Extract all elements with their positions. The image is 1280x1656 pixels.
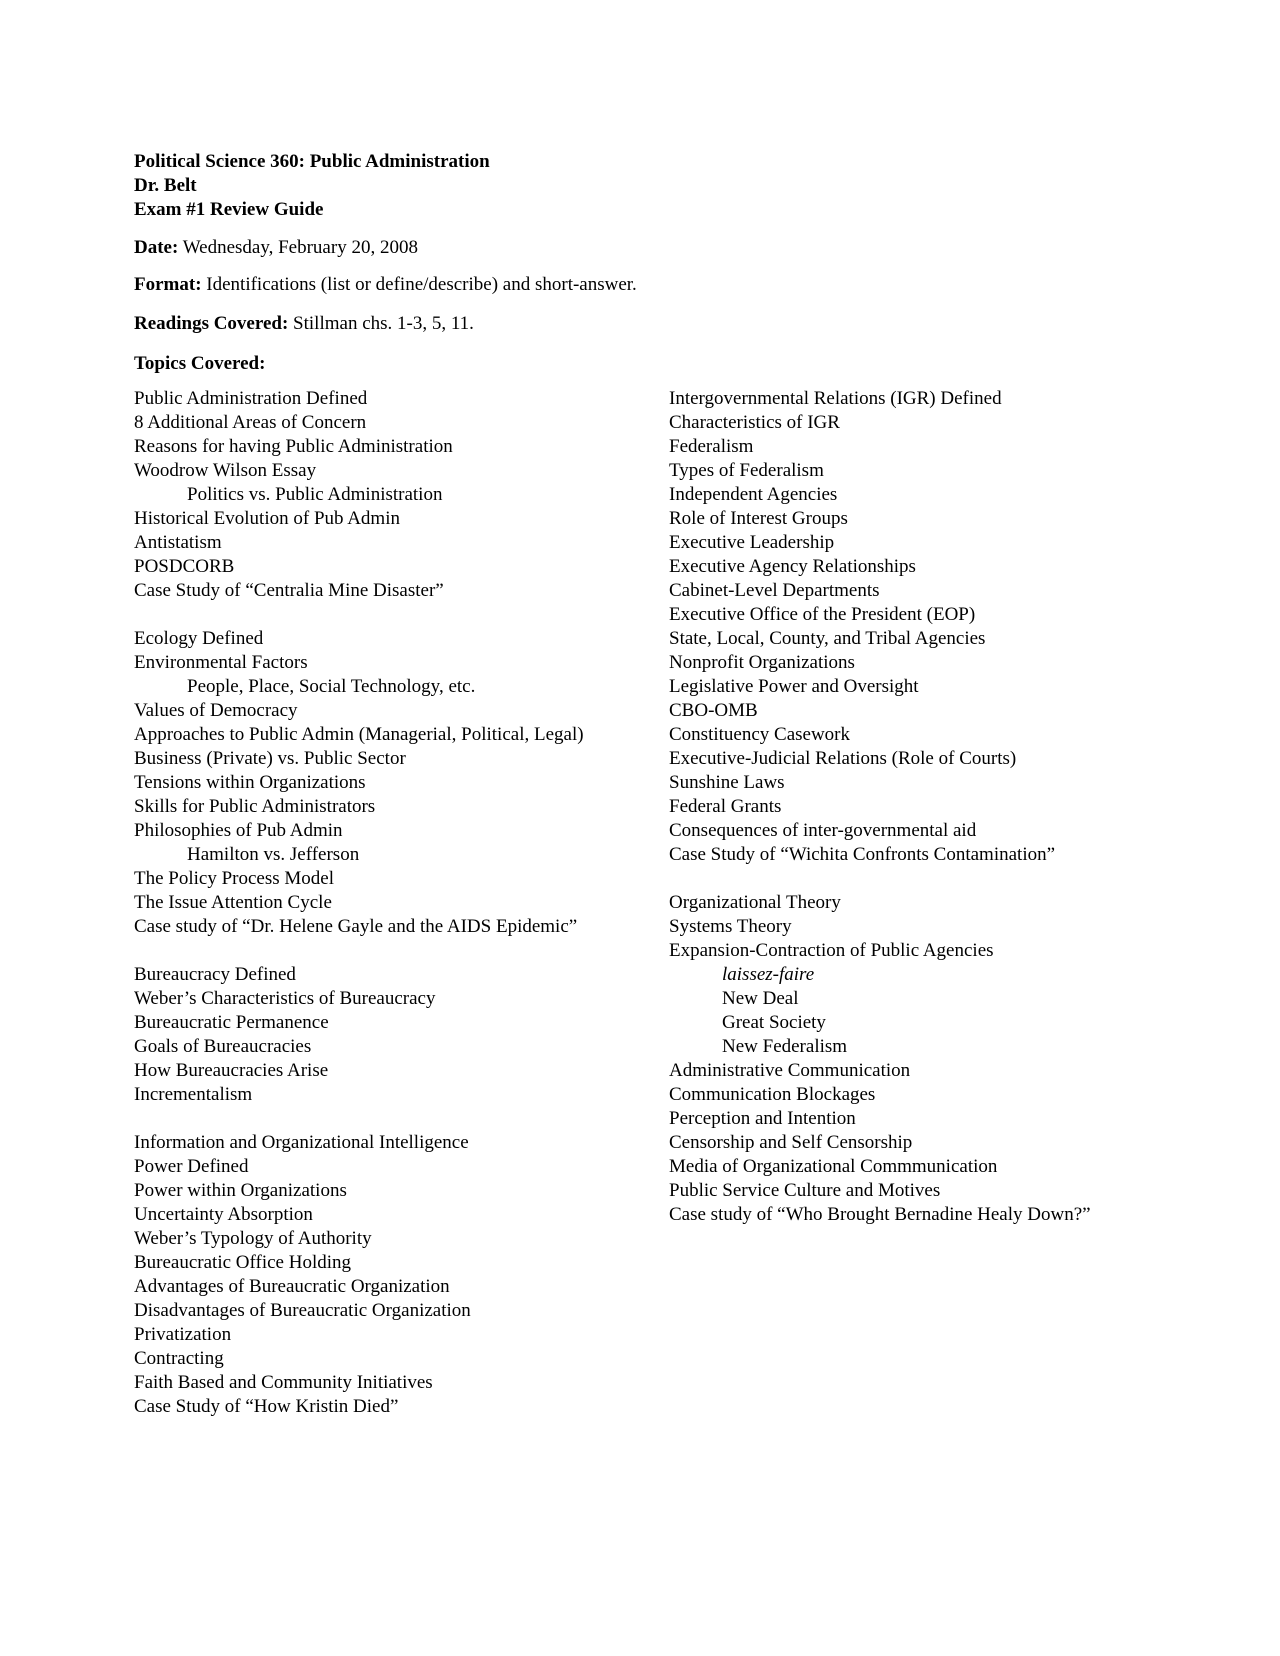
topic-item: Power Defined	[134, 1156, 249, 1177]
topic-item: Bureaucratic Office Holding	[134, 1252, 352, 1273]
topic-item: Approaches to Public Admin (Managerial, Political, Legal)	[134, 724, 584, 745]
topic-item: POSDCORB	[134, 556, 235, 577]
topic-item: Goals of Bureaucracies	[134, 1036, 312, 1057]
topic-item: Executive Office of the President (EOP)	[669, 604, 976, 625]
topic-item: Bureaucracy Defined	[134, 964, 296, 985]
topic-item: The Issue Attention Cycle	[134, 892, 332, 913]
topic-item: CBO-OMB	[669, 700, 758, 721]
topic-item: Historical Evolution of Pub Admin	[134, 508, 400, 529]
topic-item: Consequences of inter-governmental aid	[669, 820, 977, 841]
topic-item: State, Local, County, and Tribal Agencies	[669, 628, 986, 649]
subtopic-item: Great Society	[722, 1012, 826, 1033]
topic-item: Communication Blockages	[669, 1084, 876, 1105]
topic-item: Woodrow Wilson Essay	[134, 460, 317, 481]
topic-item: Faith Based and Community Initiatives	[134, 1372, 433, 1393]
topic-item: Federalism	[669, 436, 754, 457]
topic-item: Case Study of “How Kristin Died”	[134, 1396, 399, 1417]
format-label: Format:	[134, 274, 202, 295]
topic-item: Business (Private) vs. Public Sector	[134, 748, 406, 769]
topics-heading: Topics Covered:	[134, 353, 266, 374]
topic-item: How Bureaucracies Arise	[134, 1060, 329, 1081]
topic-item: Values of Democracy	[134, 700, 298, 721]
readings-covered	[134, 312, 474, 336]
subtopic-item: laissez-faire	[722, 964, 815, 985]
topic-item: Skills for Public Administrators	[134, 796, 376, 817]
topic-item: Uncertainty Absorption	[134, 1204, 313, 1225]
course-title: Political Science 360: Public Administration	[134, 151, 490, 172]
topic-item: Executive Agency Relationships	[669, 556, 916, 577]
topic-item: Bureaucratic Permanence	[134, 1012, 329, 1033]
topic-item: Independent Agencies	[669, 484, 838, 505]
topic-item: Executive Leadership	[669, 532, 835, 553]
readings-value: Stillman chs. 1-3, 5, 11.	[293, 313, 474, 334]
section-gap	[134, 603, 674, 627]
topic-item: Nonprofit Organizations	[669, 652, 855, 673]
topic-item: Public Administration Defined	[134, 388, 368, 409]
topic-item: The Policy Process Model	[134, 868, 335, 889]
topic-item: Cabinet-Level Departments	[669, 580, 880, 601]
topic-item: Legislative Power and Oversight	[669, 676, 919, 697]
exam-format	[134, 273, 637, 297]
topic-item: Case study of “Dr. Helene Gayle and the AIDS Epidemic”	[134, 916, 578, 937]
topic-item: Advantages of Bureaucratic Organization	[134, 1276, 450, 1297]
topic-item: Sunshine Laws	[669, 772, 785, 793]
topic-item: Disadvantages of Bureaucratic Organization	[134, 1300, 471, 1321]
topic-item: Information and Organizational Intelligence	[134, 1132, 469, 1153]
topic-item: Constituency Casework	[669, 724, 851, 745]
topic-item: Intergovernmental Relations (IGR) Defined	[669, 388, 1002, 409]
topic-item: Organizational Theory	[669, 892, 841, 913]
section-gap	[669, 867, 1249, 891]
topic-item: Media of Organizational Commmunication	[669, 1156, 998, 1177]
section-gap	[134, 1107, 674, 1131]
section-gap	[134, 939, 674, 963]
topic-item: Ecology Defined	[134, 628, 264, 649]
topic-item: Federal Grants	[669, 796, 782, 817]
subtopic-item: Hamilton vs. Jefferson	[187, 844, 360, 865]
subtopic-item: New Federalism	[722, 1036, 848, 1057]
document-title: Exam #1 Review Guide	[134, 199, 324, 220]
topic-item: Contracting	[134, 1348, 224, 1369]
topic-item: Privatization	[134, 1324, 232, 1345]
readings-label: Readings Covered:	[134, 313, 289, 334]
topic-item: Expansion-Contraction of Public Agencies	[669, 940, 994, 961]
subtopic-item: Politics vs. Public Administration	[187, 484, 443, 505]
instructor-name: Dr. Belt	[134, 175, 197, 196]
topic-item: Weber’s Characteristics of Bureaucracy	[134, 988, 436, 1009]
document-header	[134, 150, 1134, 222]
topic-item: Tensions within Organizations	[134, 772, 366, 793]
topic-item: Administrative Communication	[669, 1060, 911, 1081]
topic-item: Types of Federalism	[669, 460, 824, 481]
topic-item: Executive-Judicial Relations (Role of Courts)	[669, 748, 1017, 769]
date-label: Date:	[134, 237, 179, 258]
topic-item: Philosophies of Pub Admin	[134, 820, 343, 841]
topic-item: Characteristics of IGR	[669, 412, 840, 433]
date-value: Wednesday, February 20, 2008	[182, 237, 418, 258]
subtopic-item: People, Place, Social Technology, etc.	[187, 676, 476, 697]
subtopic-item: New Deal	[722, 988, 799, 1009]
topic-item: Weber’s Typology of Authority	[134, 1228, 372, 1249]
topics-right-column	[669, 387, 1249, 1227]
topic-item: Perception and Intention	[669, 1108, 856, 1129]
topic-item: Case Study of “Centralia Mine Disaster”	[134, 580, 444, 601]
topic-item: Reasons for having Public Administration	[134, 436, 453, 457]
format-value: Identifications (list or define/describe) and short-answer.	[206, 274, 637, 295]
topic-item: Power within Organizations	[134, 1180, 347, 1201]
topic-item: Environmental Factors	[134, 652, 308, 673]
topics-left-column	[134, 387, 674, 1419]
topic-item: Systems Theory	[669, 916, 792, 937]
topic-item: Censorship and Self Censorship	[669, 1132, 913, 1153]
topic-item: Antistatism	[134, 532, 222, 553]
topic-item: Case study of “Who Brought Bernadine Healy Down?”	[669, 1204, 1091, 1225]
exam-date	[134, 236, 418, 260]
topic-item: Public Service Culture and Motives	[669, 1180, 941, 1201]
topic-item: 8 Additional Areas of Concern	[134, 412, 367, 433]
topic-item: Role of Interest Groups	[669, 508, 848, 529]
topic-item: Incrementalism	[134, 1084, 253, 1105]
topic-item: Case Study of “Wichita Confronts Contamination”	[669, 844, 1056, 865]
